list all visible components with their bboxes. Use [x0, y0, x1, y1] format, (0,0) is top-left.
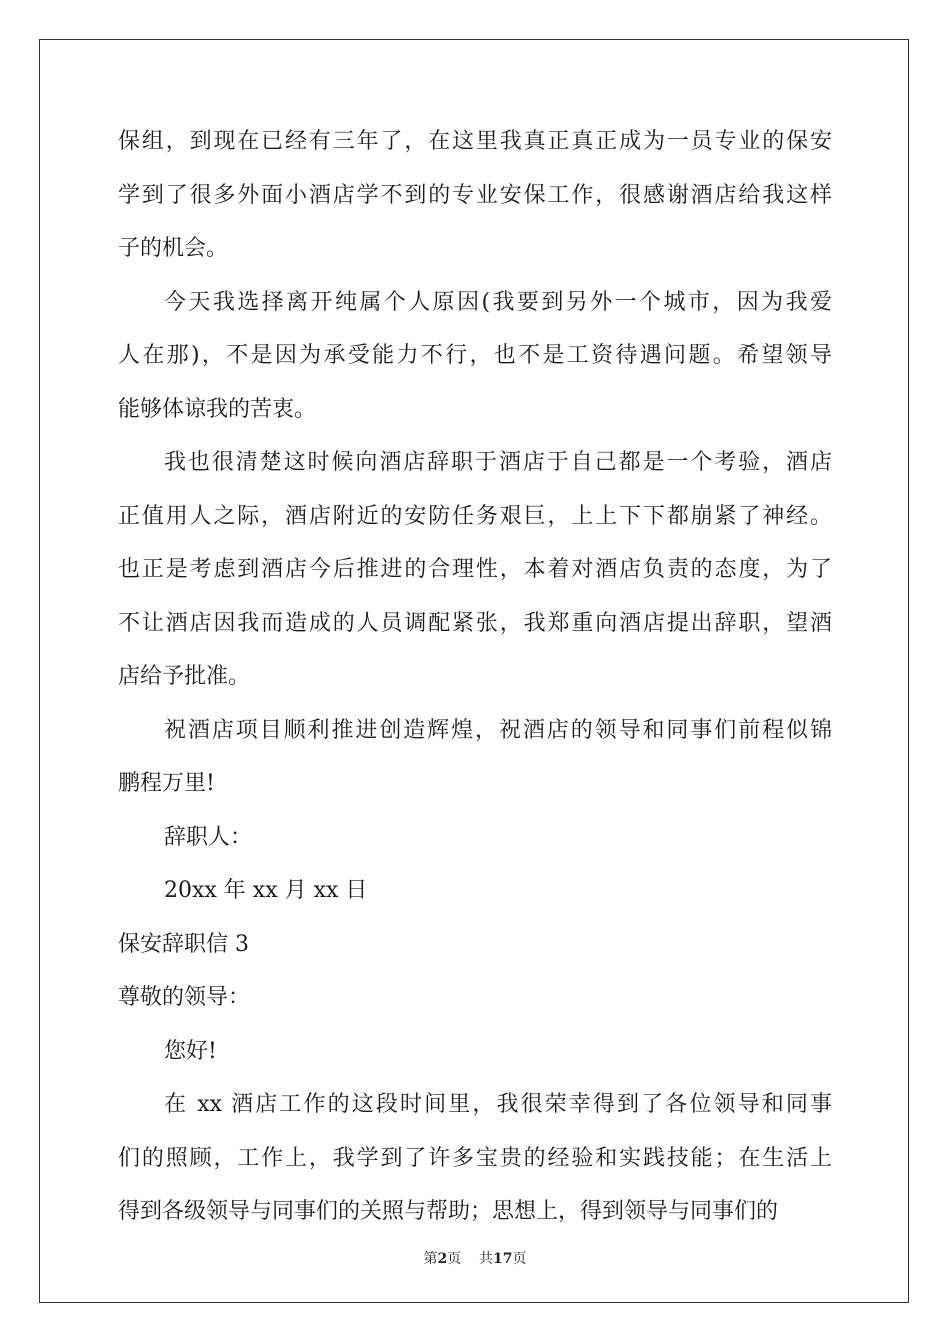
- page-total: 17: [493, 1251, 513, 1267]
- text-line: 鹏程万里!: [118, 771, 215, 796]
- text-line: 在 xx 酒店工作的这段时间里，我很荣幸得到了各位领导和同事: [164, 1092, 832, 1117]
- text-line: 子的机会。: [118, 236, 229, 261]
- text-line: 辞职人：: [164, 824, 253, 850]
- text-line: 祝酒店项目顺利推进创造辉煌，祝酒店的领导和同事们前程似锦: [164, 717, 832, 743]
- text-line: 尊敬的领导：: [118, 985, 251, 1010]
- text-line: 您好!: [164, 1038, 217, 1064]
- text-line: 不让酒店因我而造成的人员调配紧张，我郑重向酒店提出辞职，望酒: [118, 610, 832, 636]
- text-line: 人在那)，不是因为承受能力不行，也不是工资待遇问题。希望领导: [118, 343, 832, 368]
- page-suffix: 页: [447, 1251, 462, 1267]
- text-line: 店给予批准。: [118, 664, 251, 689]
- text-line: 们的照顾，工作上，我学到了许多宝贵的经验和实践技能；在生活上: [118, 1145, 832, 1171]
- text-line: 学到了很多外面小酒店学不到的专业安保工作，很感谢酒店给我这样: [118, 182, 832, 208]
- total-suffix: 页: [512, 1251, 527, 1267]
- page-footer: [0, 1248, 950, 1268]
- text-line: 保安辞职信 3: [118, 931, 249, 957]
- text-line: 保组，到现在已经有三年了，在这里我真正真正成为一员专业的保安: [118, 129, 832, 154]
- text-line: 正值用人之际，酒店附近的安防任务艰巨，上上下下都崩紧了神经。: [118, 503, 832, 529]
- total-prefix: 共: [479, 1251, 494, 1267]
- document-body: [118, 128, 832, 1252]
- text-line: 我也很清楚这时候向酒店辞职于酒店于自己都是一个考验，酒店: [164, 450, 832, 475]
- page-prefix: 第: [423, 1251, 438, 1267]
- page-current: 2: [437, 1251, 448, 1267]
- text-line: 20xx 年 xx 月 xx 日: [164, 878, 368, 903]
- text-line: 得到各级领导与同事们的关照与帮助；思想上，得到领导与同事们的: [118, 1199, 779, 1224]
- text-line: 也正是考虑到酒店今后推进的合理性，本着对酒店负责的态度，为了: [118, 557, 832, 582]
- text-line: 能够体谅我的苦衷。: [118, 396, 317, 422]
- text-line: 今天我选择离开纯属个人原因(我要到另外一个城市，因为我爱: [164, 289, 832, 315]
